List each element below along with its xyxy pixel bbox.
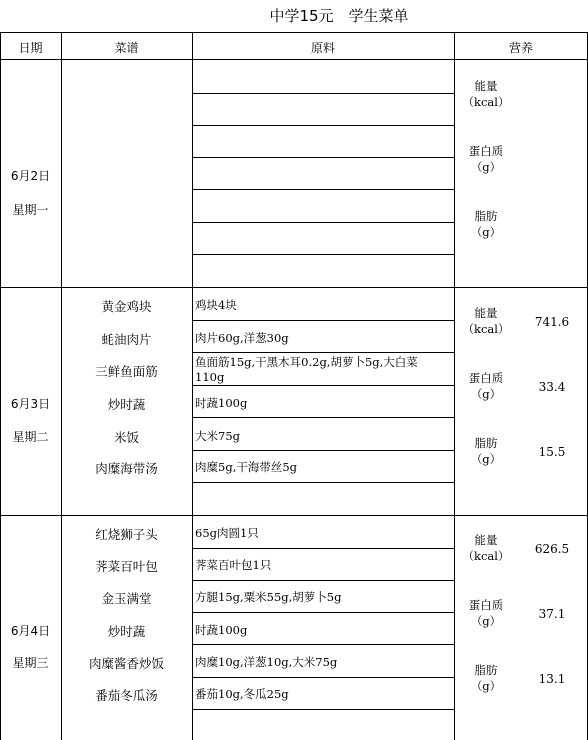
ingredient-text: 鱼面筋15g,干黑木耳0.2g,胡萝卜5g,大白菜 <box>195 355 418 369</box>
header-date: 日期 <box>18 41 43 55</box>
protein-label: 蛋白质 （g） <box>468 144 504 174</box>
ingredient-text: 荠菜百叶包1只 <box>195 558 272 572</box>
ingredient-text: 时蔬100g <box>195 396 248 410</box>
dish-name: 肉糜酱香炒饭 <box>88 656 164 671</box>
ingredient-text: 番茄10g,冬瓜25g <box>195 687 289 701</box>
protein-value: 37.1 <box>538 607 566 621</box>
energy-label: 能量 （kcal） <box>462 533 510 563</box>
ingredient-text: 大米75g <box>195 429 240 443</box>
energy-label: 能量 （kcal） <box>462 79 510 109</box>
day-date: 6月2日 <box>10 169 51 183</box>
day-weekday: 星期一 <box>12 203 49 217</box>
energy-value: 626.5 <box>534 542 570 556</box>
fat-value: 15.5 <box>538 445 566 459</box>
dish-name: 米饭 <box>113 430 139 445</box>
dish-name: 三鲜鱼面筋 <box>95 364 158 379</box>
protein-value: 33.4 <box>538 380 566 394</box>
protein-label: 蛋白质 （g） <box>468 371 504 401</box>
energy-label: 能量 （kcal） <box>462 306 510 336</box>
dish-name: 番茄冬瓜汤 <box>95 688 158 703</box>
dish-name: 荠菜百叶包 <box>95 559 158 574</box>
day-date: 6月3日 <box>10 397 51 411</box>
header-menu: 菜谱 <box>114 41 139 55</box>
ingredient-text: 肉糜10g,洋葱10g,大米75g <box>195 655 338 669</box>
dish-name: 蚝油肉片 <box>101 332 152 347</box>
header-nutrition: 营养 <box>508 41 533 55</box>
page-title: 中学15元 学生菜单 <box>269 7 409 25</box>
dish-name: 红烧狮子头 <box>95 527 158 542</box>
day-weekday: 星期二 <box>12 430 49 444</box>
day-weekday: 星期三 <box>12 656 49 670</box>
ingredient-text: 65g肉圆1只 <box>195 526 259 540</box>
ingredient-text-wrap: 110g <box>195 370 225 384</box>
fat-label: 脂肪 （g） <box>470 663 502 693</box>
ingredient-text: 时蔬100g <box>195 623 248 637</box>
protein-label: 蛋白质 （g） <box>468 598 504 628</box>
day-date: 6月4日 <box>10 624 51 638</box>
ingredient-text: 鸡块4块 <box>195 298 237 312</box>
ingredient-text: 肉糜5g,干海带丝5g <box>195 460 298 474</box>
dish-name: 肉糜海带汤 <box>95 461 158 476</box>
ingredient-text: 肉片60g,洋葱30g <box>195 331 289 345</box>
dish-name: 金玉满堂 <box>101 591 152 606</box>
dish-name: 炒时蔬 <box>107 397 146 412</box>
dish-name: 黄金鸡块 <box>101 299 152 314</box>
header-ingredients: 原料 <box>310 41 335 55</box>
ingredient-text: 方腿15g,粟米55g,胡萝卜5g <box>195 590 342 604</box>
fat-label: 脂肪 （g） <box>470 436 502 466</box>
dish-name: 炒时蔬 <box>107 624 146 639</box>
fat-label: 脂肪 （g） <box>470 209 502 239</box>
energy-value: 741.6 <box>534 315 570 329</box>
fat-value: 13.1 <box>538 672 566 686</box>
